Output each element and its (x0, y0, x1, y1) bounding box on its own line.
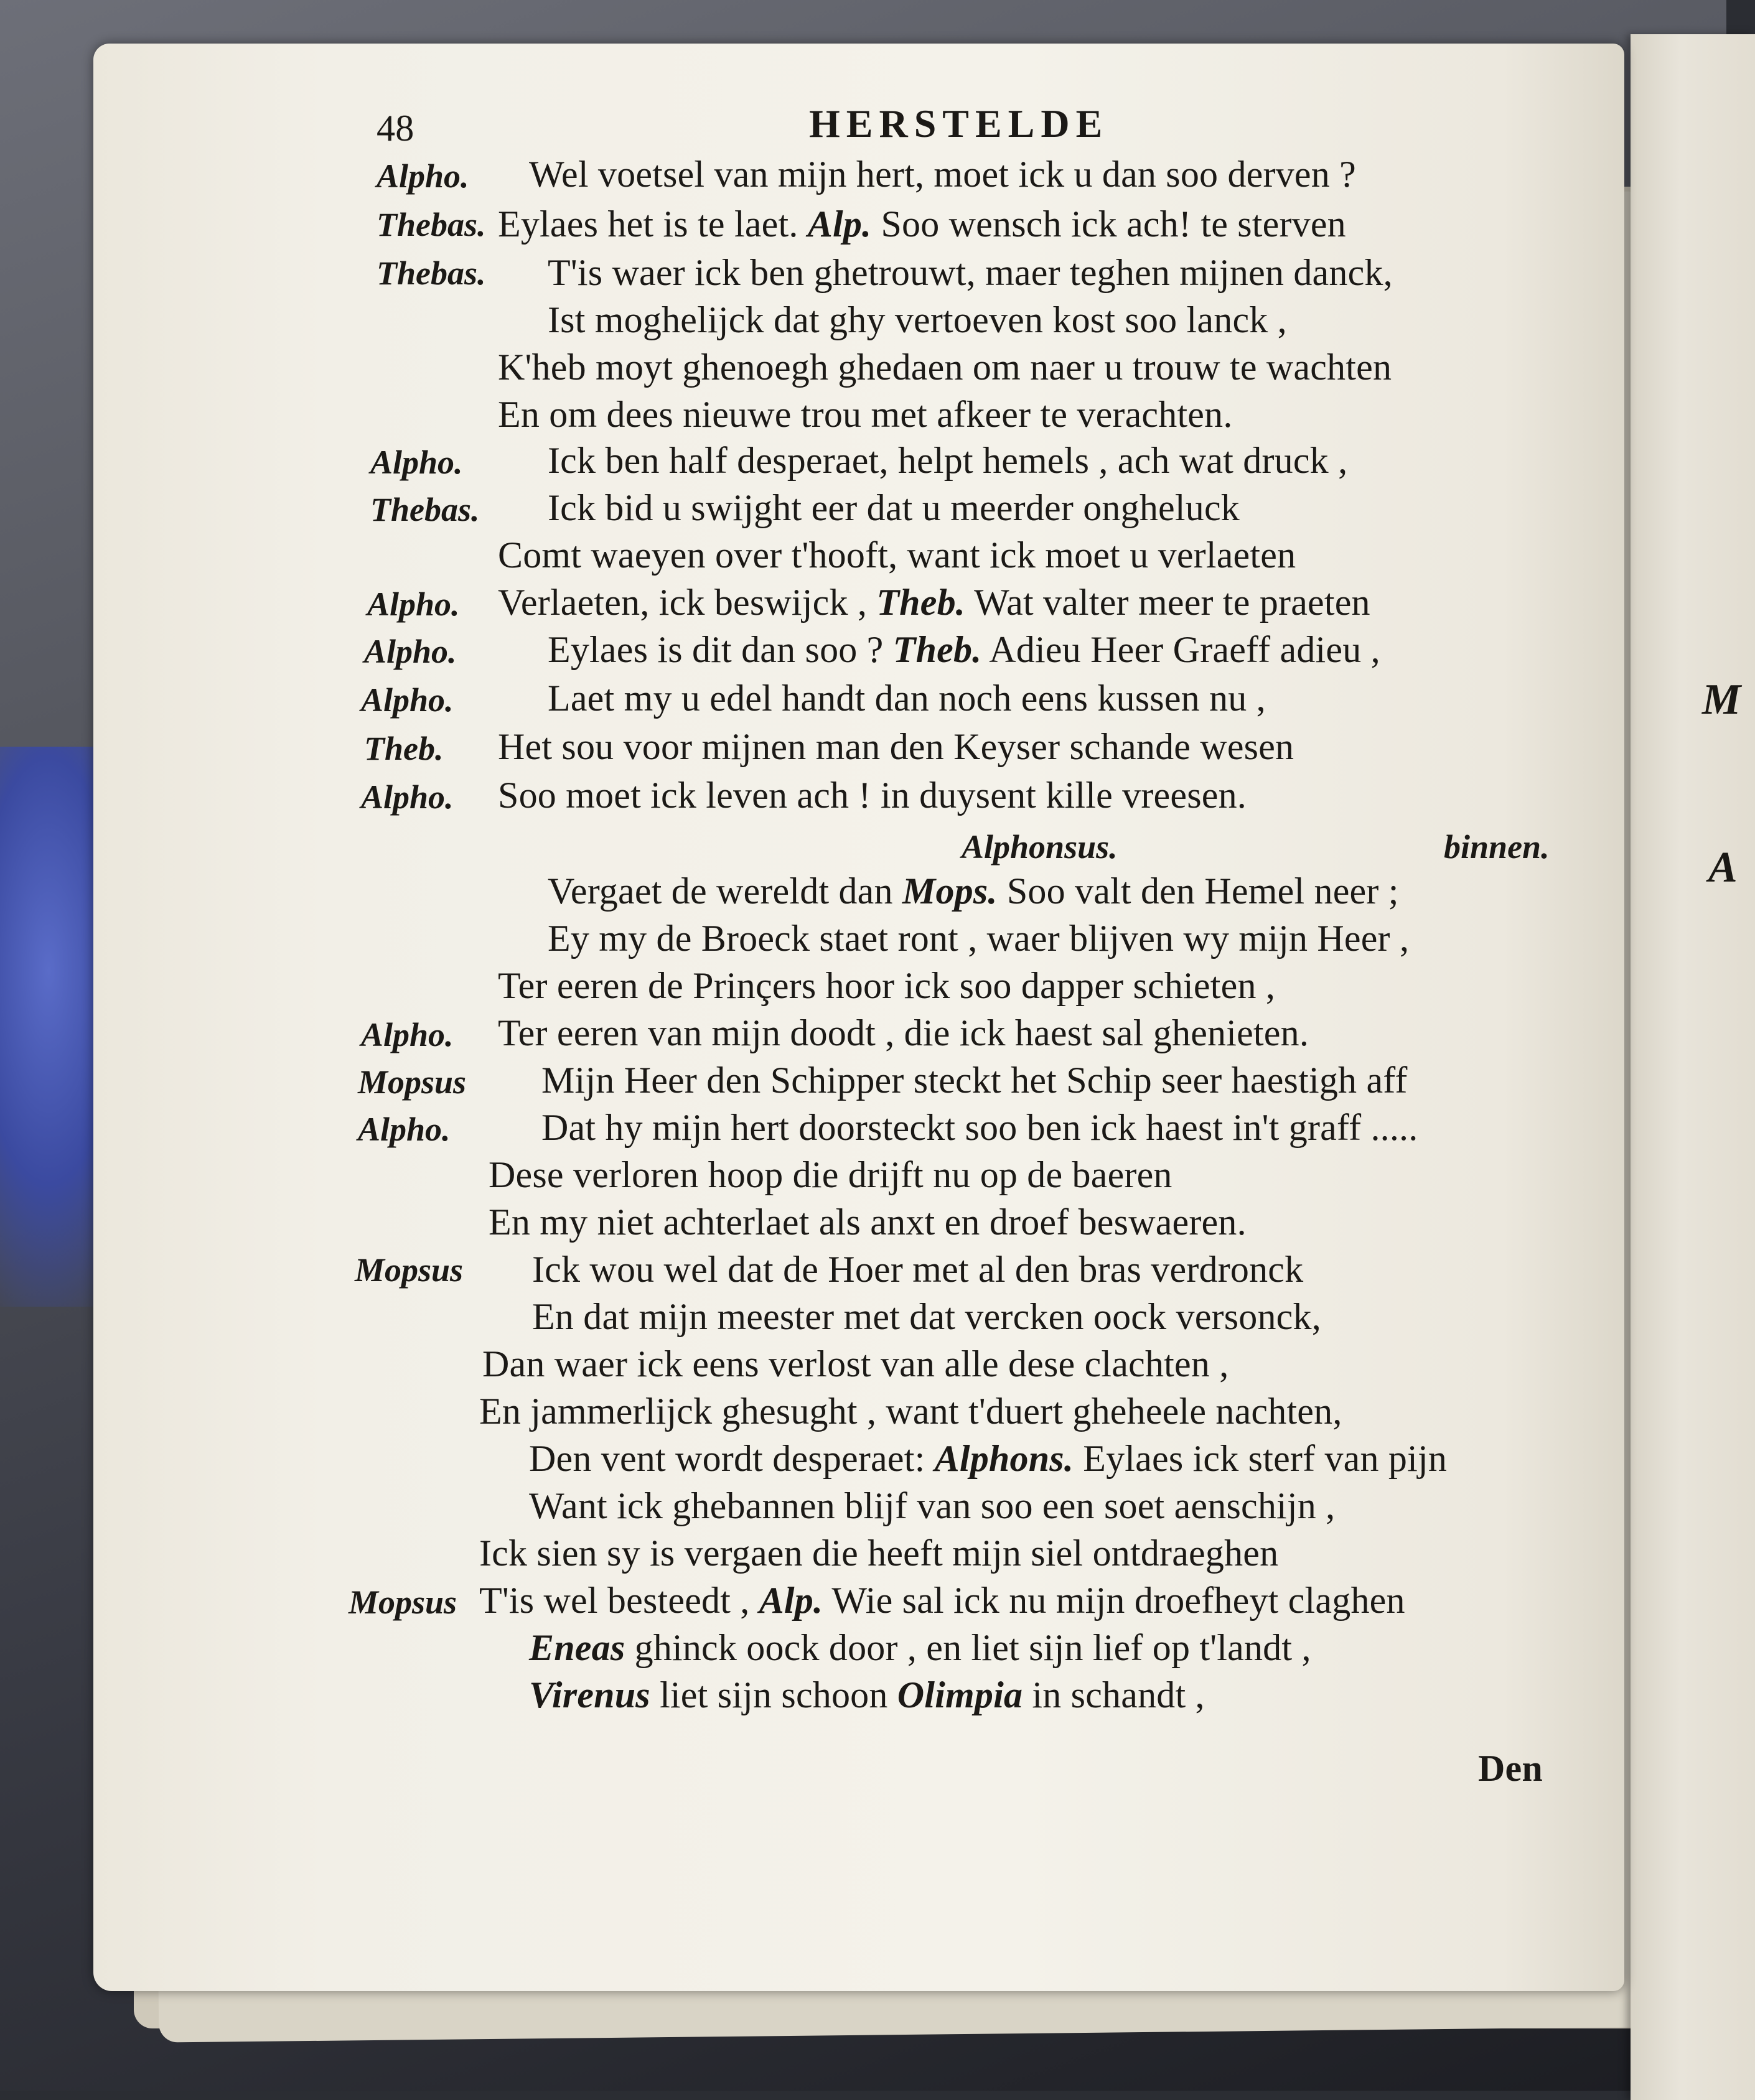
verse-line: Soo moet ick leven ach ! in duysent kille vreesen. (498, 775, 1247, 816)
verse-line: En my niet achterlaet als anxt en droef beswaeren. (489, 1202, 1247, 1243)
verse-line: Ter eeren de Prinçers hoor ick soo dapper schieten , (498, 965, 1276, 1006)
facing-page-mark: M (1702, 676, 1741, 724)
speaker-label: Thebas. (370, 491, 480, 528)
verse-line: En jammerlijck ghesught , want t'duert gheheele nachten, (479, 1391, 1342, 1432)
verse-line: Ick bid u swijght eer dat u meerder ongheluck (548, 487, 1240, 528)
verse-line: Dat hy mijn hert doorsteckt soo ben ick haest in't graff ..... (541, 1107, 1418, 1148)
speaker-label: Mopsus (355, 1251, 464, 1289)
speaker-label: Theb. (364, 730, 444, 767)
verse-line: Virenus liet sijn schoon Olimpia in schandt , (529, 1674, 1205, 1715)
verse-line: En om dees nieuwe trou met afkeer te verachten. (498, 394, 1233, 435)
catchword: Den (1478, 1748, 1543, 1789)
facing-page-mark: A (1708, 844, 1738, 892)
verse-line: T'is wel besteedt , Alp. Wie sal ick nu mijn droefheyt claghen (479, 1580, 1405, 1621)
verse-line: Ey my de Broeck staet ront , waer blijven wy mijn Heer , (548, 918, 1410, 959)
verse-line: Eylaes het is te laet. Alp. Soo wensch ick ach! te sterven (498, 203, 1346, 245)
verse-line: Eneas ghinck oock door , en liet sijn lief op t'landt , (529, 1627, 1311, 1668)
page-number: 48 (377, 108, 414, 149)
verse-line: Wel voetsel van mijn hert, moet ick u dan soo derven ? (529, 154, 1356, 195)
speaker-inline: Alphons. (934, 1438, 1074, 1479)
verse-line: Verlaeten, ick beswijck , Theb. Wat valter meer te praeten (498, 582, 1370, 623)
verse-line: Dese verloren hoop die drijft nu op de baeren (489, 1154, 1172, 1195)
verse-line: Laet my u edel handt dan noch eens kussen nu , (548, 678, 1266, 719)
verse-line: Mijn Heer den Schipper steckt het Schip seer haestigh aff (541, 1060, 1408, 1101)
speaker-label: Alpho. (377, 157, 469, 195)
speaker-label: Alpho. (361, 1016, 454, 1053)
stage-direction: binnen. (1444, 828, 1550, 866)
verse-line: Ick wou wel dat de Hoer met al den bras verdronck (532, 1249, 1304, 1290)
verse-line: Ick sien sy is vergaen die heeft mijn siel ontdraeghen (479, 1533, 1279, 1574)
speaker-label: Alpho. (361, 681, 454, 719)
speaker-label: Alpho. (358, 1111, 451, 1148)
speaker-inline: Alp. (759, 1580, 823, 1621)
speaker-label: Mopsus (349, 1584, 457, 1621)
verse-line: K'heb moyt ghenoegh ghedaen om naer u trouw te wachten (498, 347, 1392, 388)
verse-line: Dan waer ick eens verlost van alle dese clachten , (482, 1343, 1229, 1384)
speaker-inline: Mops. (902, 870, 998, 912)
verse-line: Comt waeyen over t'hooft, want ick moet u verlaeten (498, 534, 1296, 576)
verse-line: Ist moghelijck dat ghy vertoeven kost soo lanck , (548, 299, 1287, 340)
verse-line: Eylaes is dit dan soo ? Theb. Adieu Heer Graeff adieu , (548, 629, 1380, 670)
speaker-inline: Theb. (876, 582, 965, 623)
stage-speaker-name: Alphonsus. (962, 828, 1118, 866)
verse-line: En dat mijn meester met dat vercken oock versonck, (532, 1296, 1321, 1337)
verse-line: Vergaet de wereldt dan Mops. Soo valt den Hemel neer ; (548, 870, 1399, 912)
verse-line: Den vent wordt desperaet: Alphons. Eylaes ick sterf van pijn (529, 1438, 1448, 1479)
verse-line: Het sou voor mijnen man den Keyser schande wesen (498, 726, 1294, 767)
speaker-label: Alpho. (367, 586, 460, 623)
speaker-label: Thebas. (377, 206, 486, 243)
proper-name: Virenus (529, 1674, 650, 1715)
speaker-label: Thebas. (377, 254, 486, 292)
proper-name: Olimpia (897, 1674, 1023, 1715)
speaker-inline: Alp. (807, 203, 872, 245)
running-title: HERSTELDE (809, 101, 1109, 146)
speaker-label: Mopsus (358, 1063, 467, 1101)
verse-line: Ick ben half desperaet, helpt hemels , ach wat druck , (548, 440, 1348, 481)
proper-name: Eneas (529, 1627, 625, 1668)
speaker-label: Alpho. (361, 778, 454, 816)
verse-line: Want ick ghebannen blijf van soo een soet aenschijn , (529, 1485, 1336, 1526)
verse-line: T'is waer ick ben ghetrouwt, maer teghen mijnen danck, (548, 252, 1393, 293)
speaker-inline: Theb. (892, 629, 982, 670)
speaker-label: Alpho. (364, 633, 457, 670)
speaker-label: Alpho. (370, 444, 463, 481)
verse-line: Ter eeren van mijn doodt , die ick haest sal ghenieten. (498, 1012, 1309, 1053)
